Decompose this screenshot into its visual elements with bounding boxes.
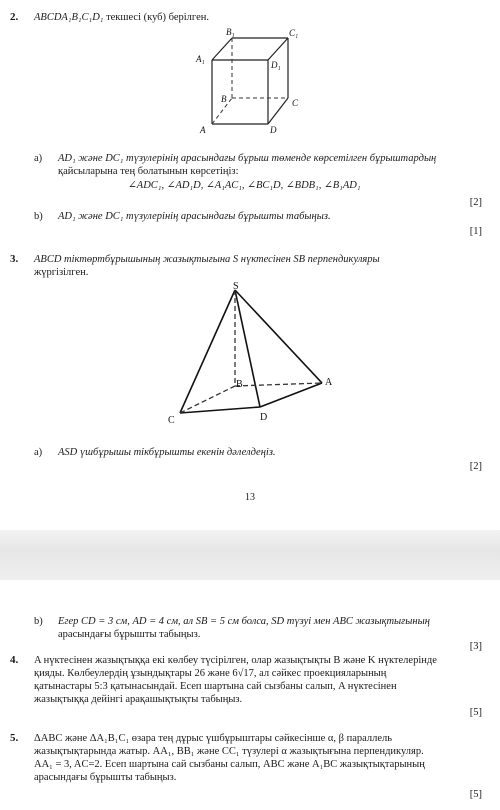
q5-line4: арасындағы бұрышты табыңыз. xyxy=(34,772,177,783)
q3b-score: [3] xyxy=(469,641,482,652)
q3a-score: [2] xyxy=(469,461,482,472)
q2a-line2: қайсыларына тең болатынын көрсетіңіз: xyxy=(58,166,239,177)
q3b-line1: Егер CD = 3 см, AD = 4 см, ал SB = 5 см болса, SD түзуі мен ABC жазықтығының xyxy=(58,616,430,627)
q2a-score: [2] xyxy=(469,197,482,208)
q4-line1: A нүктесінен жазықтыққа екі көлбеу түсірілген, олар жазықтықты B және K нүктелерінде xyxy=(34,655,437,666)
q2b-label: b) xyxy=(34,211,43,222)
q2b-score: [1] xyxy=(469,226,482,237)
q5-number: 5. xyxy=(10,732,19,744)
cube-label-a1: A₁ xyxy=(196,54,205,64)
page-break xyxy=(0,530,500,580)
q2a-line1: AD₁ және DC₁ түзулерінің арасындағы бұрыш төменде көрсетілген бұрыштардың xyxy=(58,153,437,164)
pyramid-label-d: D xyxy=(260,412,268,423)
q3b-label: b) xyxy=(34,616,43,627)
q4-number: 4. xyxy=(10,654,19,666)
q3b-line2: арасындағы бұрышты табыңыз. xyxy=(58,629,201,640)
q5-line1: ΔABC және ΔA₁B₁C₁ өзара тең дұрыс үшбұрыштары сәйкесінше α, β параллель xyxy=(34,733,393,744)
cube-label-c: C xyxy=(292,98,299,108)
pyramid-label-a: A xyxy=(325,377,333,388)
pyramid-figure xyxy=(160,280,360,430)
pyramid-label-s: S xyxy=(233,281,239,292)
q2-stem xyxy=(34,11,209,24)
q4-line4: жазықтыққа дейінгі арақашықтықты табыңыз. xyxy=(34,694,243,705)
q5-line3: AA₁ = 3, AC=2. Есеп шартына сай сызбаны салып, ABC және A₁BC жазықтықтарының xyxy=(34,759,425,770)
q3a-label: a) xyxy=(34,447,43,458)
cube-label-a: A xyxy=(200,125,206,135)
cube-label-b: B xyxy=(221,94,227,104)
q4-line2: қияды. Көлбеулердің ұзындықтары 26 және 6√17, ал сәйкес проекцияларының xyxy=(34,668,387,679)
q3-stem-line2: жүргізілген. xyxy=(34,267,89,278)
q3-number: 3. xyxy=(10,253,19,265)
cube-figure xyxy=(192,26,312,138)
cube-label-c1: C₁ xyxy=(289,28,299,38)
q3-stem-line1: ABCD тіктөртбұрышының жазықтығына S нүктесінен SB перпендикуляры xyxy=(34,254,380,265)
page-number: 13 xyxy=(245,492,255,503)
q5-line2: жазықтықтарында жатыр. AA₁, BB₁ және CC₁ түзулері α жазықтығына перпендикуляр. xyxy=(34,746,424,757)
q4-line3: қатынастары 5:3 қатынасындай. Есеп шартына сай сызбаны салып, A нүктесінен xyxy=(34,681,397,692)
q5-score: [5] xyxy=(469,789,482,800)
cube-label-b1: B₁ xyxy=(226,27,235,37)
q2-number: 2. xyxy=(10,11,19,23)
q4-score: [5] xyxy=(469,707,482,718)
cube-label-d: D xyxy=(270,125,277,135)
page-bottom xyxy=(0,580,500,810)
q2a-angles: ∠ADC₁, ∠AD₁D, ∠A₁AC₁, ∠BC₁D, ∠BDB₁, ∠B₁AD₁ xyxy=(128,180,361,191)
cube-label-d1: D₁ xyxy=(271,60,281,70)
q2b-text: AD₁ және DC₁ түзулерінің арасындағы бұрышты табыңыз. xyxy=(58,211,331,222)
q2-stem-math: ABCDA₁B₁C₁D₁ xyxy=(34,12,104,23)
pyramid-label-b: B xyxy=(236,379,243,390)
q2a-label: a) xyxy=(34,153,43,164)
q2-stem-text: текшесі (куб) берілген. xyxy=(106,12,209,23)
pyramid-label-c: C xyxy=(168,415,175,426)
q3a-text: ASD үшбұрышы тікбұрышты екенін дәлелдеңіз. xyxy=(58,447,276,458)
